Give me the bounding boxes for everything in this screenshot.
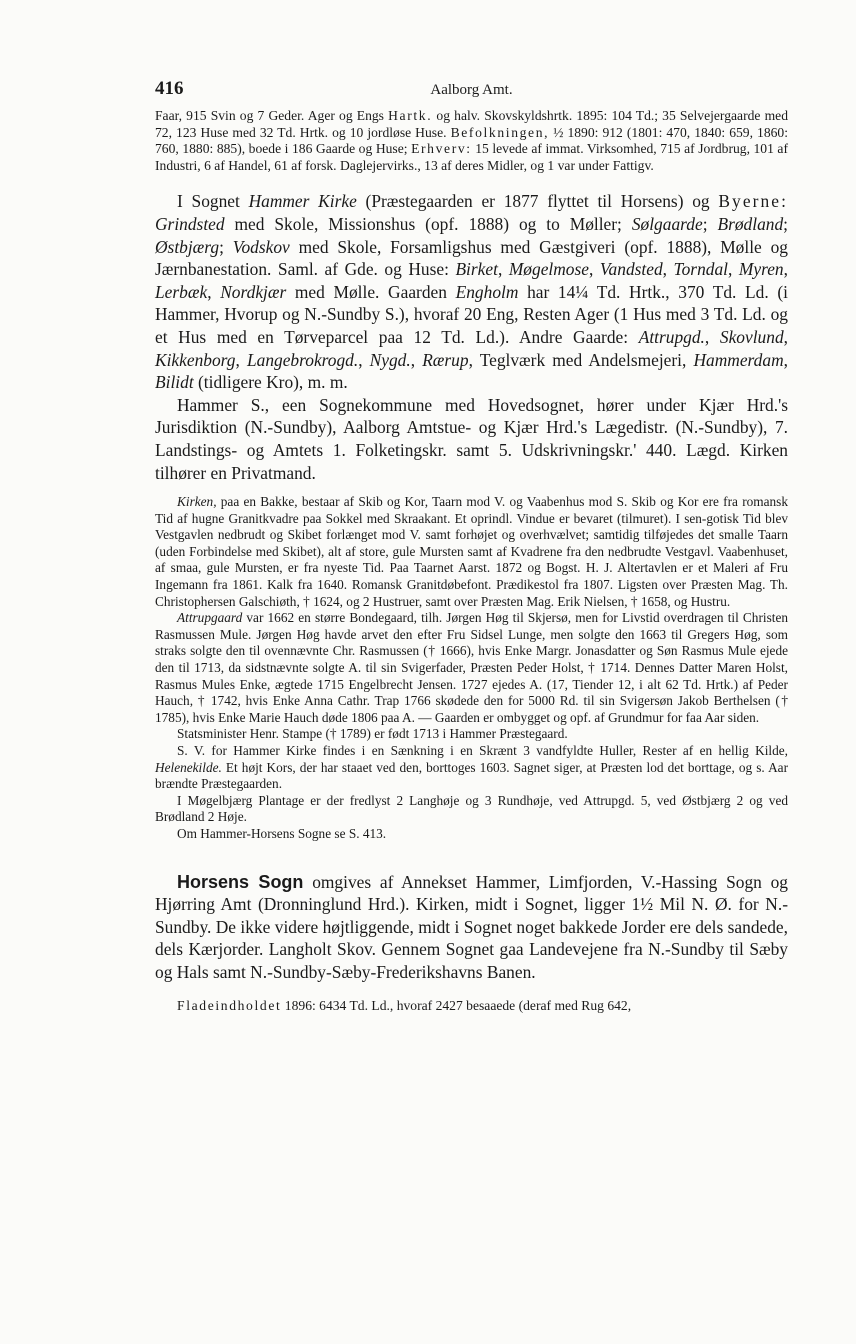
page-header — [155, 78, 788, 108]
section-heading: Horsens Sogn — [177, 871, 304, 892]
paragraph-church: Kirken, paa en Bakke, bestaar af Skib og Kor, Taarn mod V. og Vaabenhus mod S. Skib og Kor ere fra romansk Tid af hugne Granitkvadre paa Sokkel med Skraakant. Et oprindl. Vindue er bevaret (tilmuret). I sen-gotisk Tid blev Vestgavlen nedbrudt og Skibet forlænget mod V. samt forhøjet og overhvælvet; samtidig tilføjedes det smalle Taarn (uden Forbindelse med Skibet), alt af store, gule Mursten samt af Kvadrene fra den nedbrudte Vestgavl. Vaabenhuset, af smaa, gule Mursten, er fra nyeste Tid. Paa Taarnet Aarst. 1872 og Bogst. H. J. Altertavlen er et Maleri af Fru Ingemann fra 1861. Kalk fra 1640. Romansk Granitdøbefont. Prædikestol fra 1807. Ligsten over Præsten Mag. Th. Christophersen Galschiøth, † 1624, og 2 Hustruer, samt over Præsten Mag. Erik Nielsen, † 1658, og Hustru. — [155, 494, 788, 609]
paragraph-mounds: I Møgelbjærg Plantage er der fredlyst 2 Langhøje og 3 Rundhøje, ved Attrupgd. 5, ved Østbjærg 2 og ved Brødland 2 Høje. — [155, 792, 788, 825]
paragraph-cross-reference: Om Hammer-Horsens Sogne se S. 413. — [177, 825, 387, 841]
paragraph-attrupgaard: Attrupgaard var 1662 en større Bondegaard, tilh. Jørgen Høg til Skjersø, men for Livstid overdragen til Christen Rasmussen Mule. Jørgen Høg havde arvet den efter Fru Sidsel Lunge, men solgte den 1663 til Gregers Høg, som straks solgte den til ovennævnte Chr. Rasmussen († 1666), hvis Enke Margr. Jonasdatter og Søn Rasmus Mule ejede den til 1713, da sidstnævnte solgte A. til sin Svigerfader, Præsten Peder Holst, † 1714. Dennes Datter Maren Holst, Rasmus Mules Enke, ægtede 1715 Engelbrecht Jensen. 1727 ejedes A. (17, Tiender 12, i alt 62 Td. Hrtk.) af Peder Hauch, † 1742, hvis Enke Anna Cathr. Trap 1766 skødede den for 5000 Rd. til sin Svigersøn Jakob Berthelsen († 1785), hvis Enke Marie Hauch døde 1806 paa A. — Gaarden er ombygget og opf. af Grundmur for faa Aar siden. — [155, 610, 788, 725]
paragraph-hammer-parish: I Sognet Hammer Kirke (Præstegaarden er 1877 flyttet til Horsens) og Byerne: Grindsted med Skole, Missionshus (opf. 1888) og to Møller; Sølgaarde; Brødland; Østbjærg; Vodskov med Skole, Forsamligshus med Gæstgiveri (opf. 1888), Mølle og Jærnbanestation. Saml. af Gde. og Huse: Birket, Møgelmose, Vandsted, Torndal, Myren, Lerbæk, Nordkjær med Mølle. Gaarden Engholm har 14¼ Td. Hrtk., 370 Td. Ld. (i Hammer, Hvorup og N.-Sundby S.), hvoraf 20 Eng, Resten Ager (1 Hus med 3 Td. Ld. og et Hus med en Tørveparcel paa 12 Td. Ld.). Andre Gaarde: Attrupgd., Skovlund, Kikkenborg, Langebrokrogd., Nygd., Rærup, Teglværk med Andelsmejeri, Hammerdam, Bilidt (tidligere Kro), m. m. — [155, 191, 789, 393]
paragraph-stampe: Statsminister Henr. Stampe († 1789) er født 1713 i Hammer Præstegaard. — [177, 726, 568, 742]
paragraph-population: Faar, 915 Svin og 7 Geder. Ager og Engs Hartk. og halv. Skovskyldshrtk. 1895: 104 Td.; 35 Selvejergaarde med 72, 123 Huse med 32 Td. Hrtk. og 10 jordløse Huse. Befolkningen, ½ 1890: 912 (1801: 470, 1840: 659, 1860: 760, 1880: 885), boede i 186 Gaarde og Huse; Erhverv: 15 levede af immat. Virksomhed, 715 af Jordbrug, 101 af Industri, 6 af Handel, 61 af forsk. Daglejervirks., 13 af deres Midler, og 1 var under Fattigv. — [155, 108, 788, 173]
paragraph-jurisdiction: Hammer S., een Sognekommune med Hovedsognet, hører under Kjær Hrd.'s Jurisdiktion (N.-Sundby), Aalborg Amtstue- og Kjær Hrd.'s Lægedistr. (N.-Sundby), 7. Landstings- og Amtets 1. Folketingskr. samt 5. Udskrivningskr.' 440. Lægd. Kirken tilhører en Privatmand. — [155, 394, 788, 483]
page — [155, 78, 788, 1014]
page-number: 416 — [155, 78, 184, 99]
paragraph-helenekilde: S. V. for Hammer Kirke findes i en Sænkning i en Skrænt 3 vandfyldte Huller, Rester af en hellig Kilde, Helenekilde. Et højt Kors, der har staaet ved den, borttoges 1603. Sagnet siger, at Præsten lod det borttage, og s. Aar brændte Præstegaarden. — [155, 743, 788, 792]
running-title: Aalborg Amt. — [430, 82, 513, 98]
paragraph-area: Fladeindholdet 1896: 6434 Td. Ld., hvoraf 2427 besaaede (deraf med Rug 642, — [177, 997, 632, 1013]
paragraph-horsens-parish: Horsens Sogn omgives af Annekset Hammer, Limfjorden, V.-Hassing Sogn og Hjørring Amt (Dronninglund Hrd.). Kirken, midt i Sognet, ligger 1½ Mil N. Ø. for N.-Sundby. De ikke videre højtliggende, midt i Sognet noget bakkede Jorder ere dels sandede, dels Kærjorder. Langholt Skov. Gennem Sognet gaa Landevejene fra N.-Sundby til Sæby og Hals samt N.-Sundby-Sæby-Frederikshavns Banen. — [155, 871, 788, 982]
